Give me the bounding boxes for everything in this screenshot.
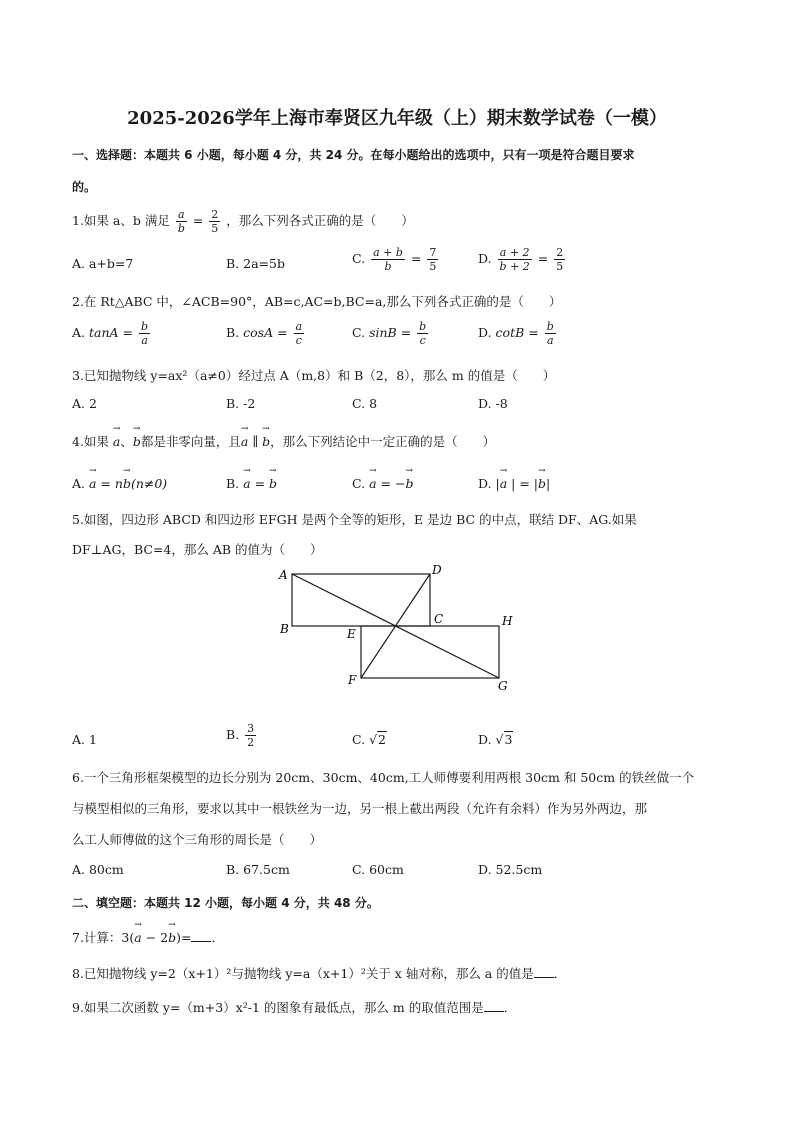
q5-c-sqrt: √2: [369, 732, 386, 747]
q4-b-vec-b: → b: [269, 472, 277, 491]
q1-c-frac: [371, 246, 405, 273]
q7-minus: − 2: [141, 930, 169, 945]
q2-option-d: [478, 320, 558, 347]
section1-header: 一、选择题：本题共 6 小题，每小题 4 分，共 24 分。在每小题给出的选项中，只有一项是符合题目要求: [72, 148, 635, 162]
q2-b-label: B.: [226, 325, 240, 340]
vertex-label-h: H: [502, 614, 513, 628]
q8-answer-blank[interactable]: [534, 967, 554, 978]
q2-b-den: c: [295, 334, 302, 347]
q1-d-label: D.: [478, 251, 492, 266]
q5-d-label: D.: [478, 732, 492, 747]
q2-option-c: [352, 320, 430, 347]
q2-c-den: c: [419, 334, 426, 347]
q6-option-b: B. 67.5cm: [226, 862, 290, 877]
q1-c-den: b: [384, 260, 392, 273]
q5-b-label: B.: [226, 727, 240, 742]
q2-c-fn: sinB =: [369, 325, 416, 340]
q1-d-den: b + 2: [499, 260, 530, 273]
q7-end: ．: [211, 930, 224, 945]
q1-c-rhs-den: 5: [429, 260, 437, 273]
q5-option-d: [478, 732, 513, 747]
q1-option-d: D. $\frac{a + 2}{b + 2}$ = $\frac{2}{5}$: [478, 246, 564, 273]
q5-option-c: [352, 732, 387, 747]
q1-c-label: C.: [352, 251, 366, 266]
q4-b-expr: =: [250, 476, 270, 491]
q3-option-c: C. 8: [352, 396, 378, 411]
q7-vector-a: → a: [134, 926, 141, 945]
q2-c-frac: [417, 320, 428, 347]
q7-suffix: )=: [176, 930, 192, 945]
q4-d-expr: | = |: [507, 476, 539, 491]
q2-b-fn: cosA =: [243, 325, 292, 340]
question-9: [72, 998, 516, 1016]
q1-frac-den: b: [177, 222, 185, 235]
question-6-line3: 么工人师傅做的这个三角形的周长是（ ）: [72, 832, 323, 847]
question-2: 2.在 Rt△ABC 中，∠ACB=90°，AB=c,AC=b,BC=a,那么下列各式正确的是（ ）: [72, 294, 562, 309]
q2-b-frac: [294, 320, 305, 347]
q3-option-d: D. -8: [478, 396, 508, 411]
q1-option-b: B. 2a=5b: [226, 256, 285, 271]
section1-header-cont: 的。: [72, 180, 97, 194]
question-7: [72, 926, 224, 946]
q6-option-d: D. 52.5cm: [478, 862, 543, 877]
question-6-line1: 6.一个三角形框架模型的边长分别为 20cm、30cm、40cm,工人师傅要利用两根 30cm 和 50cm 的铁丝做一个: [72, 770, 695, 785]
q1-d-rhs-num: 2: [556, 246, 564, 259]
q2-d-frac: [545, 320, 556, 347]
q4-d-vec-a: → a: [500, 472, 507, 491]
question-5-line2: DF⊥AG，BC=4，那么 AB 的值为（ ）: [72, 542, 323, 557]
rectangle-efgh: [361, 626, 499, 678]
q2-a-den: a: [141, 334, 148, 347]
q4-d-label: D.: [478, 476, 492, 491]
section2-header: 二、填空题：本题共 12 小题，每小题 4 分，共 48 分。: [72, 896, 379, 910]
question-5-line1: 5.如图，四边形 ABCD 和四边形 EFGH 是两个全等的矩形，E 是边 BC 的中点，联结 DF、AG.如果: [72, 512, 637, 527]
q4-option-d: D. |→ a | = |→ b|: [478, 472, 550, 491]
q2-a-frac: [139, 320, 150, 347]
q5-c-label: C.: [352, 732, 366, 747]
q5-b-frac: [245, 722, 256, 749]
q9-text: 9.如果二次函数 y=（m+3）x²-1 的图象有最低点，那么 m 的取值范围是: [72, 1000, 484, 1015]
vertex-label-c: C: [434, 612, 444, 626]
question-1: [72, 208, 414, 235]
q2-d-num: b: [546, 320, 554, 333]
q4-a-expr: = n: [96, 476, 123, 491]
q5-d-val: 3: [504, 732, 513, 747]
q2-a-num: b: [140, 320, 149, 333]
q1-frac2-den: 5: [211, 222, 219, 235]
q2-b-num: a: [295, 320, 303, 333]
q2-d-fn: cotB =: [495, 325, 543, 340]
q4-prefix: 4.如果: [72, 434, 109, 449]
vertex-label-a: A: [279, 568, 288, 582]
vertex-label-f: F: [348, 673, 357, 687]
q1-c-rhs: [427, 246, 438, 273]
q1-prefix: 1.如果 a、b 满足: [72, 213, 170, 228]
q1-d-frac: [498, 246, 532, 273]
q4-suffix: ，那么下列结论中一定正确的是（ ）: [270, 434, 496, 449]
question-4: [72, 430, 495, 450]
q2-a-fn: tanA =: [89, 325, 137, 340]
q4-par: ∥: [248, 434, 263, 449]
q4-a-vec-a: → a: [89, 472, 96, 491]
page-title: 2025-2026学年上海市奉贤区九年级（上）期末数学试卷（一模）: [127, 108, 667, 129]
q6-option-c: C. 60cm: [352, 862, 404, 877]
q5-option-b: [226, 722, 258, 749]
q4-vector-b2: → b: [262, 430, 270, 449]
q1-d-rhs: [554, 246, 565, 273]
q5-b-num: 3: [247, 722, 255, 735]
vertex-label-e: E: [347, 627, 356, 641]
q4-b-vec-a: → a: [243, 472, 250, 491]
q3-option-b: B. -2: [226, 396, 256, 411]
segment-df: [361, 574, 430, 678]
q4-d-vec-b: → b: [538, 472, 546, 491]
q1-option-c: C. $\frac{a + b}{b}$ = $\frac{7}{5}$: [352, 246, 437, 273]
q4-sep: 、: [120, 434, 133, 449]
q1-d-num: a + 2: [498, 246, 532, 260]
q5-option-a: A. 1: [72, 732, 97, 747]
vertex-label-g: G: [498, 679, 508, 693]
segment-ag: [292, 574, 499, 678]
q1-d-rhs-den: 5: [556, 260, 564, 273]
q1-c-rhs-num: 7: [429, 246, 437, 259]
q2-a-label: A.: [72, 325, 86, 340]
q9-end: ．: [503, 1000, 517, 1015]
q4-option-b: [226, 472, 277, 491]
q4-vector-a: → a: [113, 430, 120, 449]
q2-option-a: [72, 320, 152, 347]
q5-b-den: 2: [247, 736, 255, 749]
q1-fraction-2: [209, 208, 220, 235]
q4-a-vec-b: → b: [123, 472, 131, 491]
vertex-label-b: B: [280, 622, 289, 636]
q1-suffix: ，那么下列各式正确的是（ ）: [226, 213, 414, 228]
q4-a-label: A.: [72, 476, 86, 491]
q1-frac2-num: 2: [211, 208, 219, 221]
q2-c-num: b: [419, 320, 427, 333]
q1-option-a: A. a+b=7: [72, 256, 134, 271]
rectangle-abcd: [292, 574, 430, 626]
q4-c-expr: = −: [376, 476, 406, 491]
q1-fraction: [176, 208, 187, 235]
q4-vector-a2: → a: [241, 430, 248, 449]
q4-c-vec-b: → b: [405, 472, 413, 491]
q1-c-num: a + b: [373, 246, 403, 259]
question-3: 3.已知抛物线 y=ax²（a≠0）经过点 A（m,8）和 B（2，8），那么 m 的值是（ ）: [72, 368, 556, 383]
q2-c-label: C.: [352, 325, 366, 340]
q4-a-cond: (n≠0): [130, 476, 168, 491]
q4-b-label: B.: [226, 476, 240, 491]
q1-frac-num: a: [176, 208, 187, 222]
q8-end: ．: [553, 966, 567, 981]
q4-vector-b: → b: [133, 430, 141, 449]
q7-prefix: 7.计算：3(: [72, 930, 135, 945]
q4-mid: 都是非零向量，且: [140, 434, 241, 449]
q4-c-label: C.: [352, 476, 366, 491]
question-8: [72, 964, 566, 982]
q5-c-val: 2: [378, 732, 386, 747]
q5-d-sqrt: √3: [495, 732, 513, 747]
q2-d-den: a: [546, 334, 554, 347]
vertex-label-d: D: [432, 563, 442, 577]
q4-c-vec-a: → a: [369, 472, 376, 491]
q6-option-a: A. 80cm: [72, 862, 124, 877]
q2-option-b: [226, 320, 306, 347]
q9-answer-blank[interactable]: [484, 1001, 504, 1012]
q2-d-label: D.: [478, 325, 492, 340]
q7-answer-blank[interactable]: [191, 931, 211, 942]
q3-option-a: A. 2: [72, 396, 97, 411]
question-6-line2: 与模型相似的三角形，要求以其中一根铁丝为一边，另一根上截出两段（允许有余料）作为另外两边，那: [72, 801, 648, 816]
q8-text: 8.已知抛物线 y=2（x+1）²与抛物线 y=a（x+1）²关于 x 轴对称，那么 a 的值是: [72, 966, 534, 981]
q4-option-a: [72, 472, 167, 491]
q4-option-c: [352, 472, 413, 491]
q7-vector-b: → b: [168, 926, 176, 945]
q1-eq: =: [188, 213, 208, 228]
